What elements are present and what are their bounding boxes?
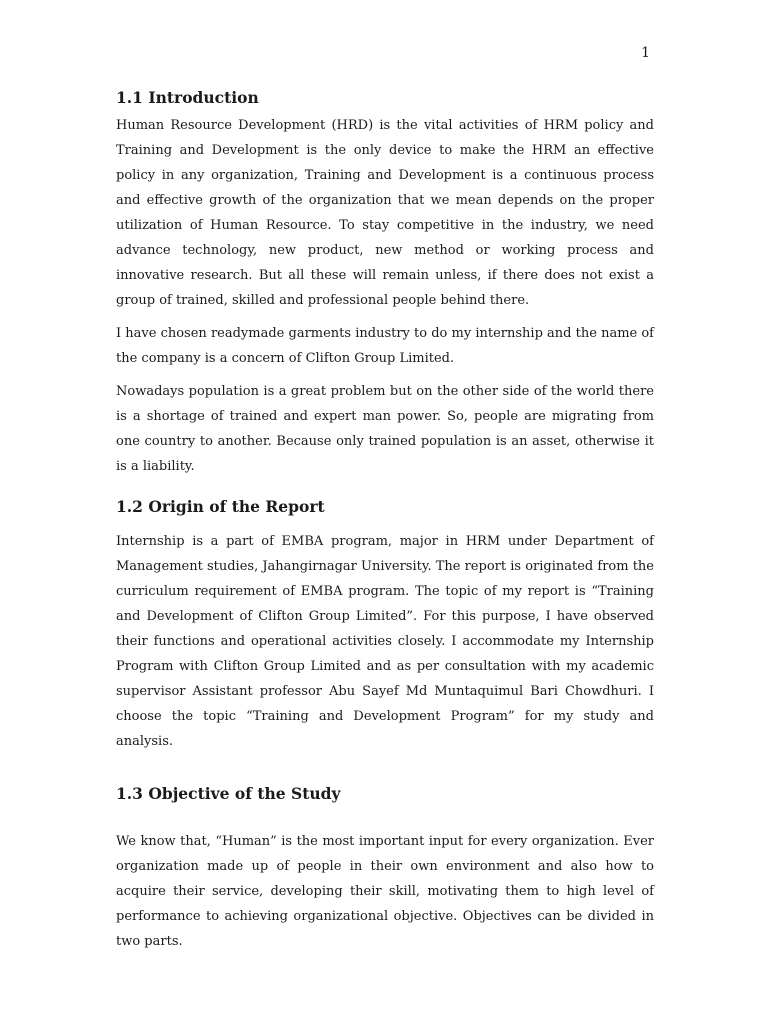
heading-origin-of-report: 1.2 Origin of the Report <box>116 497 325 516</box>
heading-introduction: 1.1 Introduction <box>116 88 259 107</box>
heading-objective-of-study: 1.3 Objective of the Study <box>116 784 341 803</box>
page-number: 1 <box>641 45 650 61</box>
paragraph-origin: Internship is a part of EMBA program, major in HRM under Department of Management studies, Jahangirnagar University. The report is originated from the curriculum requirement of EMBA program. The topic of my report is “Training and Development of Clifton Group Limited”. For this purpose, I have observed their functions and operational activities closely. I accommodate my Internship Program with Clifton Group Limited and as per consultation with my academic supervisor Assistant professor Abu Sayef Md Muntaquimul Bari Chowdhuri. I choose the topic “Training and Development Program” for my study and analysis. <box>116 534 654 749</box>
document-body <box>116 88 654 954</box>
paragraph-objective: We know that, “Human” is the most important input for every organization. Ever organization made up of people in their own environment and also how to acquire their service, developing their skill, motivating them to high level of performance to achieving organizational objective. Objectives can be divided in two parts. <box>116 834 654 949</box>
paragraph-introduction-3: Nowadays population is a great problem but on the other side of the world there is a shortage of trained and expert man power. So, people are migrating from one country to another. Because only trained population is an asset, otherwise it is a liability. <box>116 384 654 474</box>
paragraph-introduction-2: I have chosen readymade garments industry to do my internship and the name of the company is a concern of Clifton Group Limited. <box>116 326 654 366</box>
paragraph-introduction-1: Human Resource Development (HRD) is the vital activities of HRM policy and Training and Development is the only device to make the HRM an effective policy in any organization, Training and Development is a continuous process and effective growth of the organization that we mean depends on the proper utilization of Human Resource. To stay competitive in the industry, we need advance technology, new product, new method or working process and innovative research. But all these will remain unless, if there does not exist a group of trained, skilled and professional people behind there. <box>116 118 654 308</box>
